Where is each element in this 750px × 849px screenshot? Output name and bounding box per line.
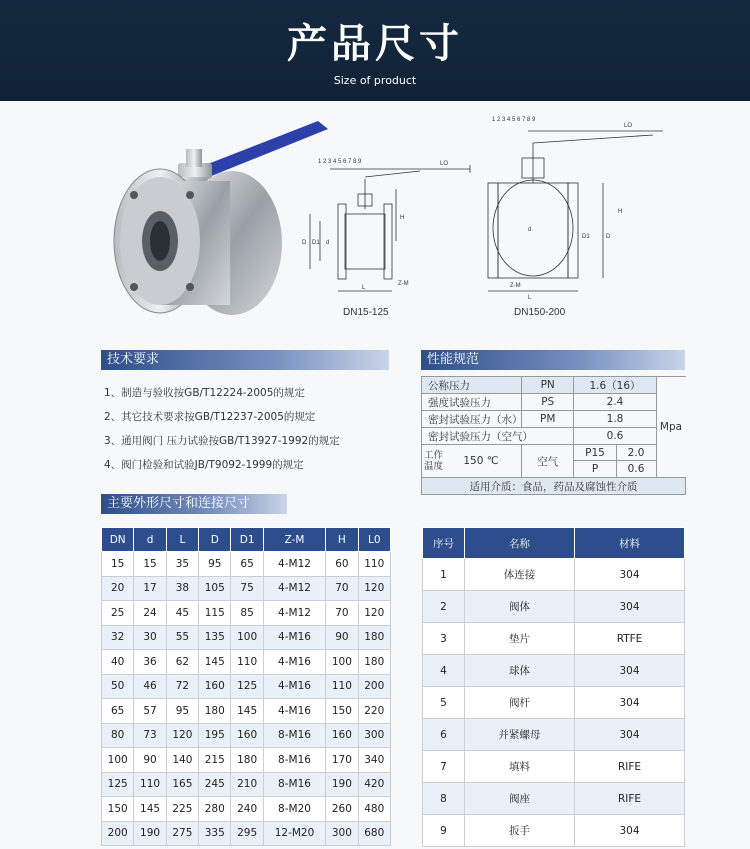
perf-value: 1.6（16） <box>574 377 656 394</box>
perf-label: 密封试验压力（空气） <box>422 428 574 445</box>
perf-value: 2.4 <box>574 394 656 411</box>
small-drawing-d-small: d <box>326 240 330 246</box>
table-row <box>423 719 685 751</box>
dim-cell: 125 <box>231 674 263 699</box>
large-drawing-lo: LO <box>624 123 633 129</box>
mat-cell: 8 <box>423 783 465 815</box>
dim-cell: 4-M16 <box>263 674 325 699</box>
large-drawing-d: D <box>606 234 611 240</box>
mat-cell: 5 <box>423 687 465 719</box>
dim-cell: 90 <box>326 625 358 650</box>
dim-cell: 245 <box>199 772 231 797</box>
mat-cell: RIFE <box>575 751 685 783</box>
dim-cell: 62 <box>166 650 198 675</box>
dim-cell: 680 <box>358 821 390 846</box>
dim-cell: 120 <box>358 601 390 626</box>
dim-cell: 75 <box>231 576 263 601</box>
dim-cell: 160 <box>326 723 358 748</box>
dim-cell: 4-M12 <box>263 552 325 577</box>
dim-col-header: H <box>326 528 358 552</box>
perf-temp-cell <box>422 445 522 478</box>
dim-cell: 65 <box>231 552 263 577</box>
mat-cell: 6 <box>423 719 465 751</box>
dim-cell: 135 <box>199 625 231 650</box>
tech-item: 2、其它技术要求按GB/T12237-2005的规定 <box>104 411 316 423</box>
dim-cell: 24 <box>134 601 166 626</box>
mat-cell: 填料 <box>465 751 575 783</box>
dim-cell: 45 <box>166 601 198 626</box>
mat-cell: RIFE <box>575 783 685 815</box>
dim-cell: 200 <box>358 674 390 699</box>
tech-requirements-list <box>104 381 404 477</box>
dim-cell: 72 <box>166 674 198 699</box>
perf-label: 密封试验压力（水） <box>422 411 522 428</box>
large-drawing-part-numbers: 1 2 3 4 5 6 7 8 9 <box>492 117 536 123</box>
dim-cell: 145 <box>231 699 263 724</box>
perf-p-value: 0.6 <box>627 463 645 475</box>
table-row <box>423 655 685 687</box>
perf-code: PN <box>521 377 574 394</box>
dim-cell: 15 <box>102 552 134 577</box>
mat-cell: 2 <box>423 591 465 623</box>
large-drawing-zm: Z-M <box>510 283 521 289</box>
mat-cell: 并紧螺母 <box>465 719 575 751</box>
dim-cell: 4-M12 <box>263 576 325 601</box>
table-row <box>102 699 391 724</box>
performance-spec-header: 性能规范 <box>421 350 685 370</box>
table-row <box>423 559 685 591</box>
dim-cell: 165 <box>166 772 198 797</box>
dim-cell: 55 <box>166 625 198 650</box>
dim-col-header: D <box>199 528 231 552</box>
dim-cell: 110 <box>326 674 358 699</box>
dimensions-table <box>101 527 391 846</box>
small-drawing-h: H <box>400 215 405 221</box>
dim-cell: 73 <box>134 723 166 748</box>
mat-cell: 球体 <box>465 655 575 687</box>
table-row <box>102 601 391 626</box>
dim-cell: 280 <box>199 797 231 822</box>
dim-cell: 335 <box>199 821 231 846</box>
tech-requirements-header: 技术要求 <box>101 350 389 370</box>
table-row <box>102 748 391 773</box>
dim-cell: 4-M12 <box>263 601 325 626</box>
perf-temp-value: 150 ℃ <box>463 455 499 467</box>
perf-air-label: 空气 <box>537 455 559 468</box>
mat-cell: 304 <box>575 655 685 687</box>
dim-cell: 180 <box>358 650 390 675</box>
page-subtitle: Size of product <box>333 74 417 87</box>
mat-cell: RTFE <box>575 623 685 655</box>
large-drawing-h: H <box>618 209 623 215</box>
dim-cell: 40 <box>102 650 134 675</box>
dim-cell: 95 <box>166 699 198 724</box>
mat-col-header: 名称 <box>465 528 575 559</box>
perf-code: PM <box>521 411 574 428</box>
perf-air-cell <box>521 445 574 478</box>
small-drawing-lo: LO <box>440 161 449 167</box>
page-header <box>0 0 750 101</box>
dim-cell: 85 <box>231 601 263 626</box>
large-drawing-l: L <box>528 295 532 301</box>
dim-cell: 300 <box>358 723 390 748</box>
dim-cell: 160 <box>199 674 231 699</box>
mat-cell: 304 <box>575 815 685 847</box>
mat-cell: 304 <box>575 719 685 751</box>
dim-cell: 8-M16 <box>263 723 325 748</box>
tech-item: 1、制造与验收按GB/T12224-2005的规定 <box>104 387 305 399</box>
dim-cell: 340 <box>358 748 390 773</box>
performance-spec-table <box>421 376 686 495</box>
dim-col-header: D1 <box>231 528 263 552</box>
dim-cell: 60 <box>326 552 358 577</box>
table-row <box>423 783 685 815</box>
table-row <box>423 687 685 719</box>
dim-cell: 420 <box>358 772 390 797</box>
perf-value: 0.6 <box>574 428 656 445</box>
table-row <box>102 723 391 748</box>
dim-cell: 180 <box>231 748 263 773</box>
tech-item: 3、通用阀门 压力试验按GB/T13927-1992的规定 <box>104 435 340 447</box>
table-row <box>423 623 685 655</box>
small-drawing-d: D <box>302 240 307 246</box>
dim-cell: 115 <box>199 601 231 626</box>
mat-col-header: 材料 <box>575 528 685 559</box>
perf-p15-value: 2.0 <box>617 445 656 461</box>
dim-cell: 50 <box>102 674 134 699</box>
perf-code: PS <box>521 394 574 411</box>
dim-cell: 295 <box>231 821 263 846</box>
dim-cell: 8-M20 <box>263 797 325 822</box>
perf-values-cell <box>616 445 656 478</box>
perf-label: 公称压力 <box>422 377 522 394</box>
small-drawing-d1: D1 <box>312 240 320 246</box>
page-title: 产品尺寸 <box>287 21 463 67</box>
small-drawing-part-numbers: 1 2 3 4 5 6 7 8 9 <box>318 159 362 165</box>
dim-cell: 190 <box>326 772 358 797</box>
dim-cell: 4-M16 <box>263 650 325 675</box>
dim-cell: 38 <box>166 576 198 601</box>
mat-cell: 3 <box>423 623 465 655</box>
dim-cell: 275 <box>166 821 198 846</box>
dim-cell: 80 <box>102 723 134 748</box>
dim-cell: 145 <box>199 650 231 675</box>
dim-cell: 8-M16 <box>263 748 325 773</box>
dim-cell: 225 <box>166 797 198 822</box>
mat-cell: 阀座 <box>465 783 575 815</box>
dim-cell: 150 <box>102 797 134 822</box>
perf-p-code: P <box>591 463 599 475</box>
dim-cell: 150 <box>326 699 358 724</box>
perf-unit: Mpa <box>656 377 686 478</box>
mat-cell: 304 <box>575 687 685 719</box>
dim-cell: 180 <box>358 625 390 650</box>
dim-cell: 46 <box>134 674 166 699</box>
table-row <box>102 674 391 699</box>
dim-cell: 190 <box>134 821 166 846</box>
perf-p15-code: P15 <box>574 445 615 461</box>
dim-cell: 215 <box>199 748 231 773</box>
dim-cell: 195 <box>199 723 231 748</box>
dim-cell: 8-M16 <box>263 772 325 797</box>
table-row <box>102 772 391 797</box>
table-row <box>102 625 391 650</box>
dim-cell: 220 <box>358 699 390 724</box>
dim-cell: 100 <box>326 650 358 675</box>
dim-cell: 145 <box>134 797 166 822</box>
dim-cell: 170 <box>326 748 358 773</box>
dimensions-header: 主要外形尺寸和连接尺寸 <box>101 494 287 514</box>
table-row <box>423 591 685 623</box>
dim-cell: 57 <box>134 699 166 724</box>
dim-cell: 4-M16 <box>263 625 325 650</box>
dim-cell: 120 <box>358 576 390 601</box>
dim-col-header: DN <box>102 528 134 552</box>
large-drawing-d-small: d <box>528 227 532 233</box>
drawing-dn150-200 <box>478 113 678 303</box>
drawing-dn15-125 <box>290 149 480 299</box>
dim-col-header: Z-M <box>263 528 325 552</box>
dim-cell: 70 <box>326 576 358 601</box>
mat-cell: 4 <box>423 655 465 687</box>
caption-dn150-200: DN150-200 <box>514 307 566 318</box>
dim-col-header: L0 <box>358 528 390 552</box>
table-row <box>102 576 391 601</box>
dim-cell: 35 <box>166 552 198 577</box>
mat-cell: 304 <box>575 559 685 591</box>
small-drawing-zm: Z-M <box>398 281 409 287</box>
perf-value: 1.8 <box>574 411 656 428</box>
tech-item: 4、阀门检验和试验JB/T9092-1999的规定 <box>104 459 304 471</box>
mat-cell: 阀杆 <box>465 687 575 719</box>
mat-cell: 阀体 <box>465 591 575 623</box>
dim-cell: 110 <box>231 650 263 675</box>
perf-codes-cell <box>574 445 616 478</box>
dim-cell: 300 <box>326 821 358 846</box>
dim-cell: 90 <box>134 748 166 773</box>
dim-col-header: d <box>134 528 166 552</box>
dim-cell: 100 <box>231 625 263 650</box>
dim-cell: 210 <box>231 772 263 797</box>
perf-label: 强度试验压力 <box>422 394 522 411</box>
mat-cell: 1 <box>423 559 465 591</box>
large-drawing-d1: D1 <box>582 234 590 240</box>
perf-temp-label: 工作温度 <box>424 450 444 472</box>
dim-cell: 15 <box>134 552 166 577</box>
dim-cell: 125 <box>102 772 134 797</box>
dim-cell: 17 <box>134 576 166 601</box>
dim-cell: 110 <box>134 772 166 797</box>
table-row <box>102 821 391 846</box>
table-row <box>423 815 685 847</box>
dim-cell: 65 <box>102 699 134 724</box>
dim-cell: 4-M16 <box>263 699 325 724</box>
dim-cell: 25 <box>102 601 134 626</box>
dim-cell: 180 <box>199 699 231 724</box>
mat-cell: 体连接 <box>465 559 575 591</box>
dim-cell: 36 <box>134 650 166 675</box>
perf-medium: 适用介质：食品，药品及腐蚀性介质 <box>422 478 686 495</box>
table-row <box>102 552 391 577</box>
mat-cell: 9 <box>423 815 465 847</box>
small-drawing-l: L <box>362 285 366 291</box>
dim-cell: 105 <box>199 576 231 601</box>
caption-dn15-125: DN15-125 <box>343 307 389 318</box>
dim-cell: 200 <box>102 821 134 846</box>
mat-cell: 7 <box>423 751 465 783</box>
mat-cell: 扳手 <box>465 815 575 847</box>
dim-cell: 120 <box>166 723 198 748</box>
table-row <box>423 751 685 783</box>
mat-cell: 垫片 <box>465 623 575 655</box>
dim-cell: 110 <box>358 552 390 577</box>
mat-col-header: 序号 <box>423 528 465 559</box>
dim-cell: 260 <box>326 797 358 822</box>
dim-cell: 240 <box>231 797 263 822</box>
dim-cell: 480 <box>358 797 390 822</box>
content-area <box>0 101 750 849</box>
table-row <box>102 650 391 675</box>
materials-table <box>422 527 685 847</box>
mat-cell: 304 <box>575 591 685 623</box>
dim-cell: 70 <box>326 601 358 626</box>
dim-cell: 100 <box>102 748 134 773</box>
dim-cell: 30 <box>134 625 166 650</box>
table-row <box>102 797 391 822</box>
dim-cell: 140 <box>166 748 198 773</box>
dim-cell: 160 <box>231 723 263 748</box>
dim-cell: 95 <box>199 552 231 577</box>
dim-col-header: L <box>166 528 198 552</box>
dim-cell: 12-M20 <box>263 821 325 846</box>
dim-cell: 20 <box>102 576 134 601</box>
dim-cell: 32 <box>102 625 134 650</box>
